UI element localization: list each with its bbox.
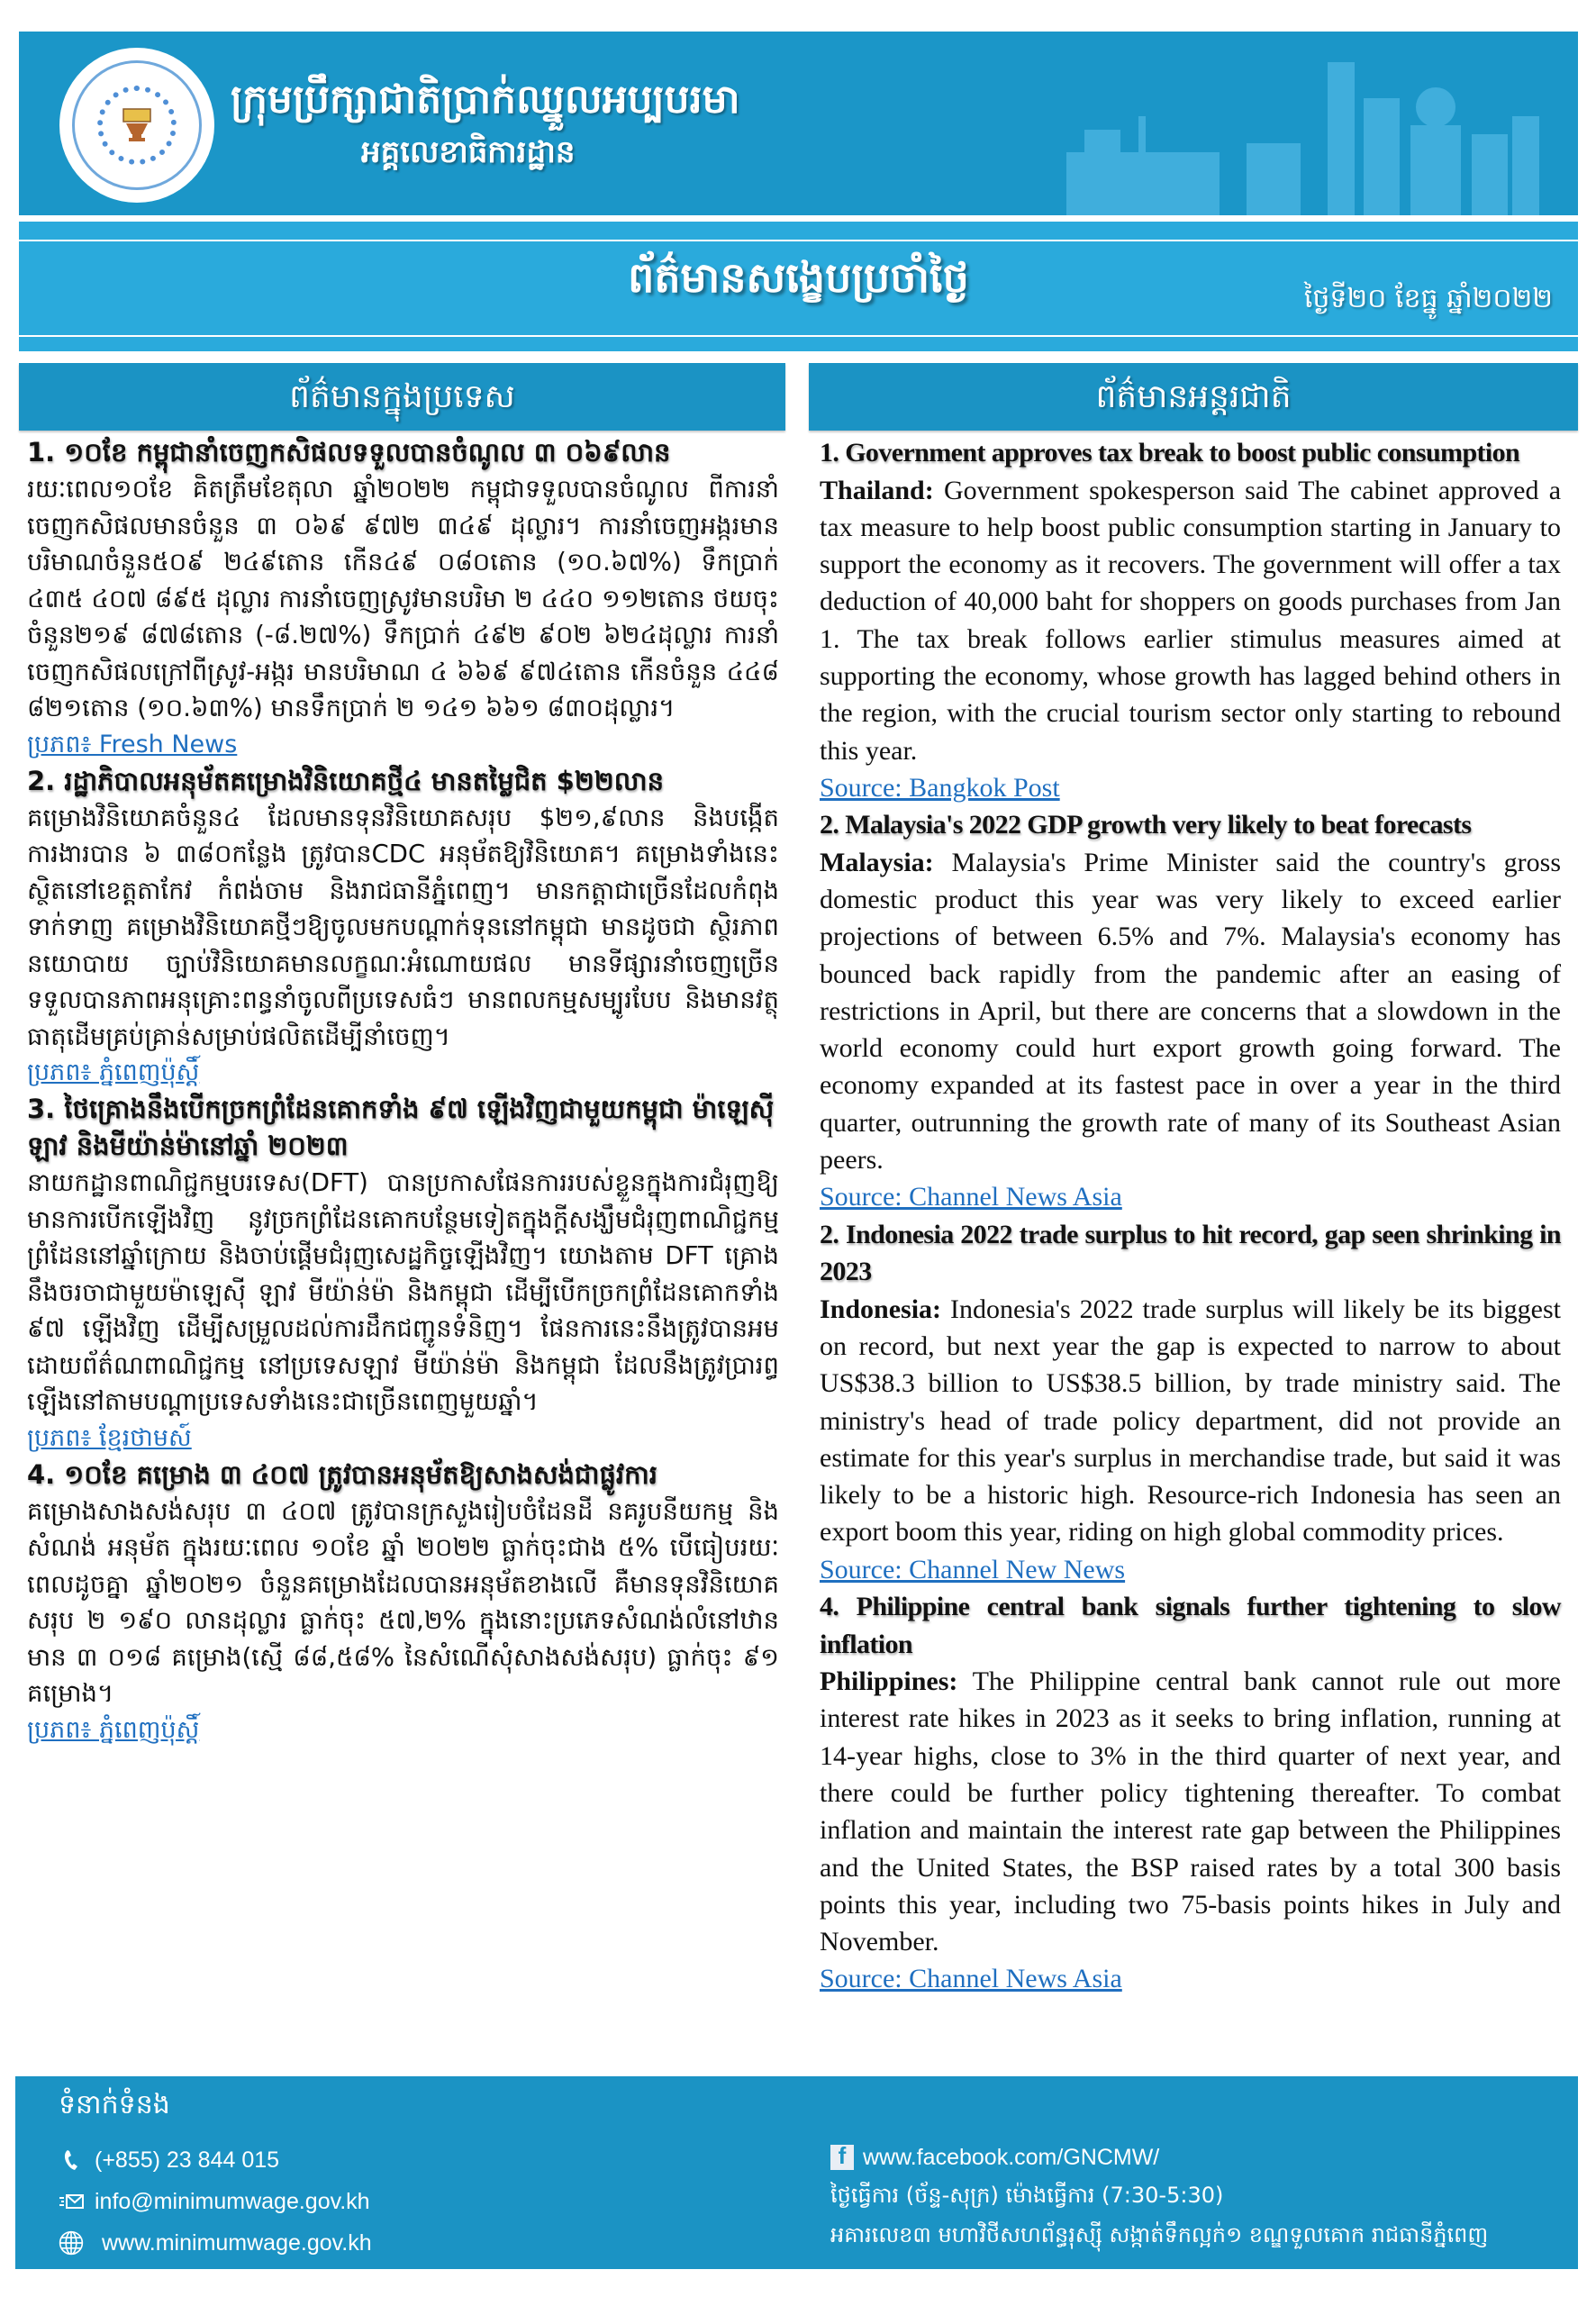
phone-row	[59, 2139, 372, 2181]
news-body	[820, 1663, 1561, 1960]
section-header-domestic: ព័ត៌មានក្នុងប្រទេស	[19, 363, 785, 431]
title-band	[19, 241, 1578, 335]
news-body	[820, 844, 1561, 1179]
domestic-news-column	[27, 434, 779, 1748]
news-item-international-4	[820, 1588, 1561, 1998]
working-hours: ថ្ងៃធ្វើការ (ច័ន្ទ-សុក្រ) ម៉ោងធ្វើការ (7:30-5:30)	[830, 2182, 1224, 2208]
email-row	[59, 2181, 372, 2222]
news-country: Thailand:	[820, 475, 934, 505]
email-link[interactable]: info@minimumwage.gov.kh	[95, 2188, 370, 2214]
news-source-link[interactable]: Source: Bangkok Post	[820, 772, 1060, 803]
organization-name: ក្រុមប្រឹក្សាជាតិប្រាក់ឈ្នួលអប្បបរមា	[231, 77, 740, 123]
news-source-link[interactable]: ប្រភព៖ Fresh News	[27, 730, 238, 758]
phone-number[interactable]: (+855) 23 844 015	[95, 2147, 280, 2173]
news-item-international-2	[820, 806, 1561, 1215]
news-text: Government spokesperson said The cabinet approved a tax measure to help boost public consumption starting in January to support the economy as it recovers. The government will offer a tax deduction of 40,000 baht for shoppers on goods purchases from Jan 1. The tax break follows earlier stimulus measures aimed at supporting the economy, whose growth has lagged behind others in the region, with the crucial tourism sector only starting to rebound this year.	[820, 475, 1562, 766]
news-item-international-1	[820, 434, 1561, 806]
section-header-international: ព័ត៌មានអន្តរជាតិ	[809, 363, 1578, 431]
footer-info	[830, 2138, 1488, 2256]
news-country: Malaysia:	[820, 847, 934, 877]
news-text: The Philippine central bank cannot rule out more interest rate hikes in 2023 as it seeks to bring inflation, running at 14-year highs, close to 3% in the third quarter of next year, and there could be further policy tightening thereafter. To combat inflation and maintain the interest rate gap between the Philippines and the United States, the BSP raised rates by a total 300 basis points this year, including two 75-basis points hikes in July and November.	[820, 1666, 1561, 1957]
decorative-band-bottom	[19, 337, 1578, 351]
facebook-link[interactable]: www.facebook.com/GNCMW/	[863, 2144, 1160, 2170]
news-body: នាយកដ្ឋានពាណិជ្ជកម្មបរទេស(DFT) បានប្រកាសផែនការរបស់ខ្លួនក្នុងការជំរុញឱ្យមានការបើកឡើងវិញ នូវច្រកព្រំដែនគោកបន្ថែមទៀតក្នុងក្តីសង្ឃឹមជំរុញពាណិជ្ជកម្មព្រំដែននៅឆ្នាំក្រោយ និងចាប់ផ្តើមជំរុញសេដ្ឋកិច្ចឡើងវិញ។ យោងតាម DFT គ្រោងនឹងចរចាជាមួយម៉ាឡេស៊ី ឡាវ មីយ៉ាន់ម៉ា និងកម្ពុជា ដើម្បីបើកច្រកព្រំដែនគោកទាំង ៩៧ ឡើងវិញ ដើម្បីសម្រួលដល់ការដឹកជញ្ជូនទំនិញ។ ផែនការនេះនឹងត្រូវបានអមដោយព័ត៌ណពាណិជ្ជកម្ម នៅប្រទេសឡាវ មីយ៉ាន់ម៉ា និងកម្ពុជា ដែលនឹងត្រូវប្រារព្ធឡើងនៅតាមបណ្តាប្រទេសទាំងនេះជាច្រើនពេញមួយឆ្នាំ។	[27, 1168, 779, 1416]
news-body: គម្រោងសាងសង់សរុប ៣ ៤០៧ ត្រូវបានក្រសួងរៀបចំដែនដី នគរូបនីយកម្ម និងសំណង់ អនុម័ត ក្នុងរយៈពេល ១០ខែ ឆ្នាំ ២០២២ ធ្លាក់ចុះជាង ៥% បើធៀបរយៈពេលដូចគ្នា ឆ្នាំ២០២១ ចំនួនគម្រោងដែលបានអនុម័តខាងលើ គឺមានទុនវិនិយោគសរុប ២ ១៩០ លានដុល្លារ ធ្លាក់ចុះ ៥៧,២% ក្នុងនោះប្រភេទសំណង់លំនៅឋាន មាន ៣ ០១៨ គម្រោង(ស្មើ ៨៨,៥៨% នៃសំណើសុំសាងសង់សរុប) ធ្លាក់ចុះ ៩១ គម្រោង។	[27, 1496, 779, 1708]
news-title: 1. ១០ខែ កម្ពុជានាំចេញកសិផលទទួលបានចំណូល ៣ ០៦៩លាន	[27, 437, 671, 468]
footer	[15, 2076, 1578, 2269]
news-title: 2. Indonesia 2022 trade surplus to hit record, gap seen shrinking in 2023	[820, 1219, 1561, 1287]
globe-icon	[59, 2228, 84, 2258]
page-title: ព័ត៌មានសង្ខេបប្រចាំថ្ងៃ	[628, 253, 969, 302]
office-address: អគារលេខ៣ មហាវិថីសហព័ន្ធរុស្ស៊ី សង្កាត់ទឹកល្អក់១ ខណ្ឌទួលគោក រាជធានីភ្នំពេញ	[830, 2221, 1489, 2247]
envelope-icon	[59, 2193, 84, 2211]
organization-subtitle: អគ្គលេខាធិការដ្ឋាន	[361, 134, 576, 170]
news-country: Philippines:	[820, 1666, 958, 1697]
news-text: Malaysia's Prime Minister said the country's gross domestic product this year was very likely to exceed earlier projections of between 6.5% and 7%. Malaysia's economy has bounced back rapidly from the pandemic after an easing of restrictions in April, but there are concerns that a slowdown in the world economy could hurt export growth going forward. The economy expanded at its fastest pace in over a year in the third quarter, outrunning the growth rate of many of its Southeast Asian peers.	[820, 847, 1562, 1176]
skyline-illustration	[1057, 44, 1562, 215]
news-title: 4. ១០ខែ គម្រោង ៣ ៤០៧ ត្រូវបានអនុម័តឱ្យសាងសង់ជាផ្លូវការ	[27, 1458, 657, 1490]
logo-emblem-icon	[121, 107, 153, 143]
news-item-domestic-3	[27, 1091, 779, 1457]
news-item-domestic-2	[27, 763, 779, 1092]
website-link[interactable]: www.minimumwage.gov.kh	[102, 2229, 372, 2256]
top-banner	[19, 32, 1578, 215]
news-source-link[interactable]: Source: Channel News Asia	[820, 1182, 1122, 1212]
news-title: 1. Government approves tax break to boost public consumption	[820, 438, 1520, 468]
news-body: គម្រោងវិនិយោគចំនួន៤ ដែលមានទុនវិនិយោគសរុប $២១,៩លាន និងបង្កើតការងារបាន ៦ ៣៨០កន្លែង ត្រូវបានCDC អនុម័តឱ្យវិនិយោគ។ គម្រោងទាំងនេះស្ថិតនៅខេត្តតាកែវ កំពង់ចាម និងរាជធានីភ្នំពេញ។ មានកត្តាជាច្រើនដែលកំពុងទាក់ទាញ គម្រោងវិនិយោគថ្មីៗឱ្យចូលមកបណ្តាក់ទុននៅកម្ពុជា មានដូចជា ស្ថិរភាពនយោបាយ ច្បាប់វិនិយោគមានលក្ខណៈអំណោយផល មានទីផ្សារនាំចេញច្រើន ទទួលបានភាពអនុគ្រោះពន្ធនាំចូលពីប្រទេសធំៗ មានពលកម្មសម្បូរបែប និងមានវត្ថុធាតុដើមគ្រប់គ្រាន់សម្រាប់ផលិតដើម្បីនាំចេញ។	[27, 803, 779, 1051]
contact-label: ទំនាក់ទំនង	[59, 2089, 170, 2120]
news-source-link[interactable]: Source: Channel News Asia	[820, 1964, 1122, 1994]
footer-contact	[59, 2087, 372, 2264]
news-title: 3. ថៃគ្រោងនឹងបើកច្រកព្រំដែនគោកទាំង ៩៧ ឡើងវិញជាមួយកម្ពុជា ម៉ាឡេស៊ី ឡាវ និងមីយ៉ាន់ម៉ានៅឆ្នាំ ២០២៣	[27, 1094, 775, 1161]
international-news-column	[820, 434, 1561, 1998]
news-source-link[interactable]: Source: Channel New News	[820, 1554, 1126, 1584]
news-item-domestic-1	[27, 434, 779, 763]
organization-logo	[59, 48, 214, 203]
news-title: 2. Malaysia's 2022 GDP growth very likely to beat forecasts	[820, 810, 1472, 840]
news-title: 4. Philippine central bank signals further tightening to slow inflation	[820, 1592, 1561, 1659]
news-body	[820, 472, 1561, 769]
facebook-icon: f	[830, 2145, 854, 2170]
news-item-domestic-4	[27, 1457, 779, 1748]
issue-date: ថ្ងៃទី២០ ខែធ្នូ ឆ្នាំ២០២២	[1303, 283, 1553, 314]
news-body: រយៈពេល១០ខែ គិតត្រឹមខែតុលា ឆ្នាំ២០២២ កម្ពុជាទទួលបានចំណូល ពីការនាំចេញកសិផលមានចំនួន ៣ ០៦៩ ៩៧២ ៣៤៩ ដុល្លារ។ ការនាំចេញអង្ករមានបរិមាណចំនួន៥០៩ ២៤៩តោន កើន៤៩ ០៨០តោន (១០.៦៧%) ទឹកប្រាក់ ៤៣៥ ៤០៧ ៨៩៥ ដុល្លារ ការនាំចេញស្រូវមានបរិមា ២ ៤៤០ ១១២តោន ថយចុះចំនួន២១៩ ៨៧៨តោន (-៨.២៧%) ទឹកប្រាក់ ៤៩២ ៩០២ ៦២៤ដុល្លារ ការនាំចេញកសិផលក្រៅពីស្រូវ-អង្ករ មានបរិមាណ ៤ ៦៦៩ ៩៧៤តោន កើនចំនួន ៤៤៨ ៨២១តោន (១០.៦៣%) មានទឹកប្រាក់ ២ ១៤១ ៦៦១ ៨៣០ដុល្លារ។	[27, 475, 779, 722]
phone-icon	[59, 2149, 84, 2171]
news-title: 2. រដ្ឋាភិបាលអនុម័តគម្រោងវិនិយោគថ្មី៤ មានតម្លៃជិត $២២លាន	[27, 765, 664, 796]
decorative-band-top	[19, 222, 1578, 240]
facebook-row	[830, 2138, 1488, 2177]
website-row	[59, 2222, 372, 2264]
news-item-international-3	[820, 1216, 1561, 1588]
news-body	[820, 1291, 1561, 1551]
news-country: Indonesia:	[820, 1294, 942, 1324]
news-source-link[interactable]: ប្រភព៖ ភ្នំពេញប៉ុស្តិ៍	[27, 1715, 200, 1744]
news-source-link[interactable]: ប្រភព៖ ខ្មែរថាមស៍	[27, 1423, 192, 1452]
news-text: Indonesia's 2022 trade surplus will likely be its biggest on record, but next year the gap is expected to narrow to about US$38.3 billion to US$38.5 billion, by trade ministry said. The ministry's head of trade policy department, did not provide an estimate for this year's surplus in merchandise trade, but said it was likely to be a historic high. Resource-rich Indonesia has seen an export boom this year, riding on high global commodity prices.	[820, 1294, 1561, 1548]
news-source-link[interactable]: ប្រភព៖ ភ្នំពេញប៉ុស្តិ៍	[27, 1058, 200, 1086]
